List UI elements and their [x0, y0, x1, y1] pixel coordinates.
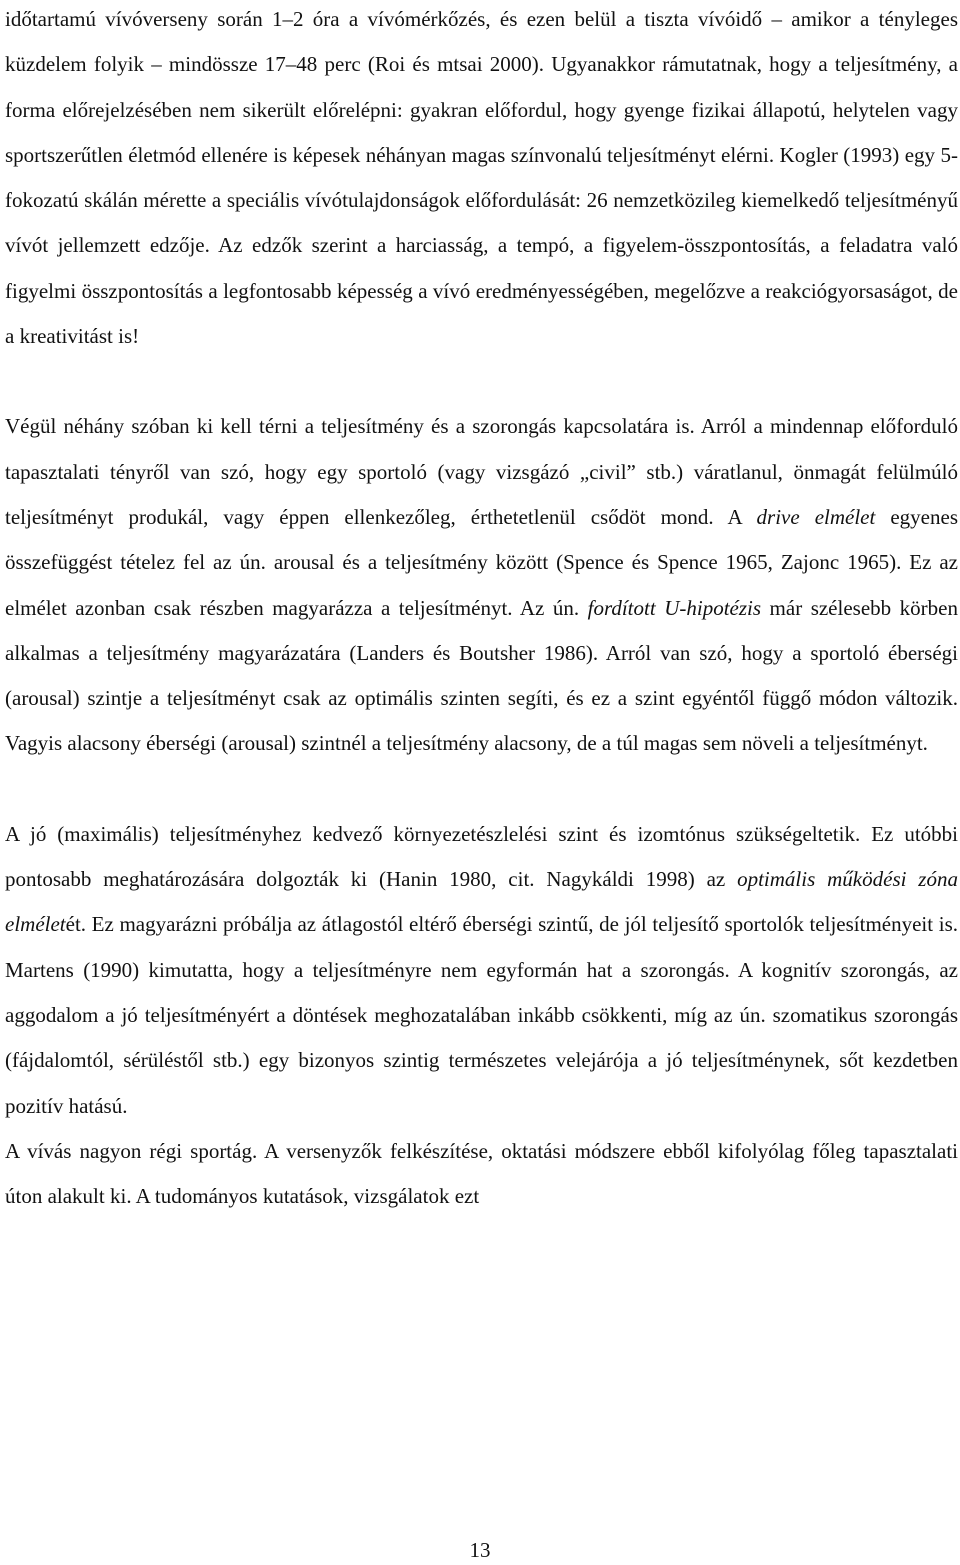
- paragraph-2-text-c: már szélesebb körben alkalmas a teljesítmény magyarázatára (Landers és Boutsher 1986). Arról van szó, hogy a sportoló éberségi (arousal) szintje a teljesítményt csak az optimális szinten segíti, és ez a szint egyéntől függő módon változik. Vagyis alacsony éberségi (arousal) szintnél a teljesítmény alacsony, de a túl magas sem növeli a teljesítményt.: [5, 595, 958, 756]
- paragraph-3-text-a: A jó (maximális) teljesítményhez kedvező környezetészlelési szint és izomtónus szükségeltetik. Ez utóbbi pontosabb meghatározására dolgozták ki (Hanin 1980, cit. Nagykáldi 1998) az: [5, 821, 958, 892]
- paragraph-2-text-b: egyenes összefüggést tételez fel az ún. arousal és a teljesítmény között (Spence és Spence 1965, Zajonc 1965). Ez az elmélet azonban csak részben magyarázza a teljesítményt. Az ún.: [5, 504, 958, 620]
- term-optimalis-mukodesi-zona: optimális működési zóna elmélet: [5, 867, 958, 937]
- document-page: [5, 0, 958, 1219]
- paragraph-2-text-a: Végül néhány szóban ki kell térni a teljesítmény és a szorongás kapcsolatára is. Arról a mindennap előforduló tapasztalati tényről van szó, hogy egy sportoló (vagy vizsgázó „civil” stb.) váratlanul, önmagát felülmúló teljesítményt produkál, vagy éppen ellenkezőleg, érthetetlenül csődöt mond. A: [5, 414, 958, 529]
- paragraph-3: [5, 812, 958, 1129]
- term-drive-elmelet: drive elmélet: [756, 504, 876, 529]
- paragraph-3-text-b: ét. Ez magyarázni próbálja az átlagostól eltérő éberségi szintű, de jól teljesítő sportolók teljesítményeit is. Martens (1990) kimutatta, hogy a teljesítményre nem egyformán hat a szorongás. A kognitív szorongás, az aggodalom a jó teljesítményért a döntések meghozatalában inkább csökkenti, míg az ún. szomatikus szorongás (fájdalomtól, sérüléstől stb.) egy bizonyos szintig természetes velejárója a jó teljesítménynek, sőt kezdetben pozitív hatású.: [5, 912, 958, 1118]
- paragraph-2: [5, 404, 958, 766]
- paragraph-1-text: időtartamú vívóverseny során 1–2 óra a vívómérkőzés, és ezen belül a tiszta vívóidő – amikor a tényleges küzdelem folyik – mindössze 17–48 perc (Roi és mtsai 2000). Ugyanakkor rámutatnak, hogy a teljesítmény, a forma előrejelzésében nem sikerült előrelépni: gyakran előfordul, hogy gyenge fizikai állapotú, helytelen vagy sportszerűtlen életmód ellenére is képesek néhányan magas színvonalú teljesítményt elérni. Kogler (1993) egy 5-fokozatú skálán mérette a speciális vívótulajdonságok előfordulását: 26 nemzetközileg kiemelkedő teljesítményű vívót jellemzett edzője. Az edzők szerint a harciasság, a tempó, a figyelem-összpontosítás, a feladatra való figyelmi összpontosítás a legfontosabb képesség a vívó eredményességében, megelőzve a reakciógyorsaságot, de a kreativitást is!: [5, 7, 958, 349]
- paragraph-4-text: A vívás nagyon régi sportág. A versenyzők felkészítése, oktatási módszere ebből kifolyólag főleg tapasztalati úton alakult ki. A tudományos kutatások, vizsgálatok ezt: [5, 1138, 958, 1209]
- page-number: 13: [469, 1538, 491, 1562]
- paragraph-4: [5, 1129, 958, 1220]
- term-forditott-u-hipotezis: fordított U-hipotézis: [587, 595, 762, 620]
- paragraph-1: [5, 0, 958, 359]
